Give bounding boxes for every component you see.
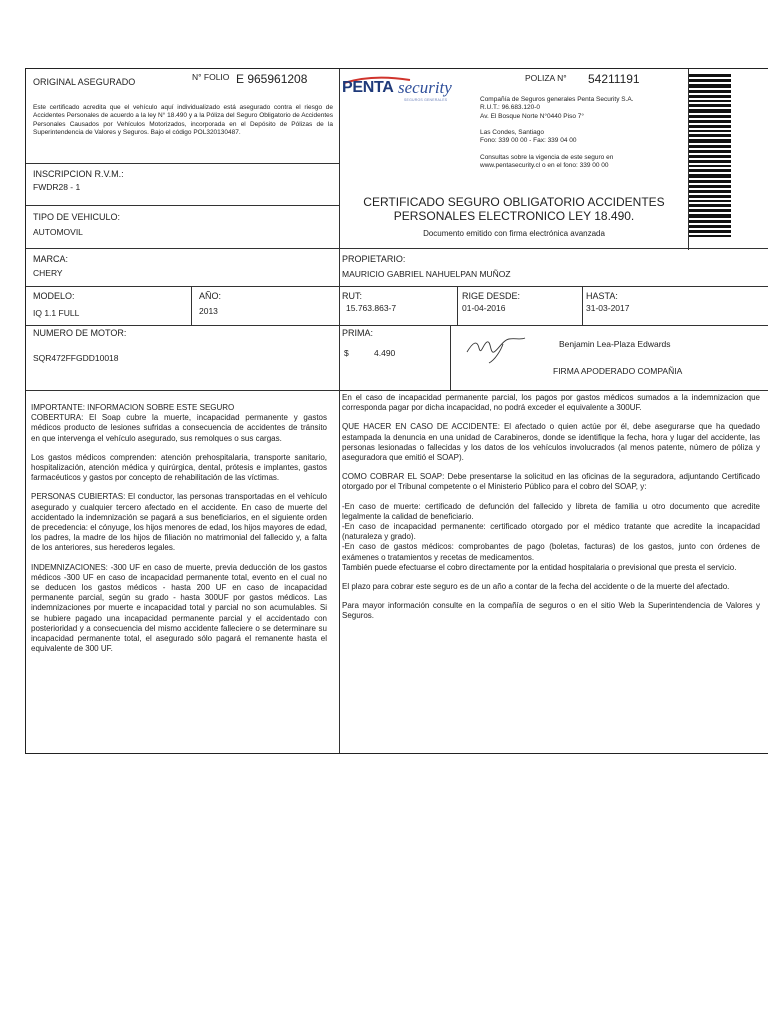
signer-title: FIRMA APODERADO COMPAÑIA [553,366,683,376]
motor-value: SQR472FFGDD10018 [33,353,119,363]
info-paragraph: -En caso de muerte: certificado de defunción del fallecido y libreta de familia u otro documento que acredite legalmente la calidad de beneficiario. -En caso de incapacidad permanente: certificado otorgado por el médico tratante que acredite la incapacidad (naturaleza y grado). -En caso de gastos médicos: comprobantes de pago (boletas, facturas) de los gastos, junto con órdenes de exámenes o tratamientos y recetas de medicamentos. También puede efectuarse el cobro directamente por la entidad hospitalaria o previsional que presta el servicio. [342,501,760,572]
marca-label: MARCA: [33,254,69,264]
divider [582,286,583,325]
company-line: www.pentasecurity.cl o en el fono: 339 00 00 [480,162,609,170]
info-right-column [342,393,760,631]
info-paragraph: El plazo para cobrar este seguro es de un año a contar de la fecha del accidente o de la muerte del afectado. [342,582,730,592]
penta-security-logo [342,76,472,106]
info-paragraph: QUE HACER EN CASO DE ACCIDENTE: El afectado o quien actúe por él, debe asegurarse que ha quedado estampada la denuncia en una unidad de Carabineros, donde se identifique la fecha, hora y lugar del accidente, las personas lesionadas o fallecidas y los datos de los vehículos involucrados (al menos patente, número de póliza y aseguradora que emitió el SOAP). [342,422,760,463]
rut-value: 15.763.863-7 [346,303,397,313]
divider [339,390,340,753]
info-paragraph: Los gastos médicos comprenden: atención prehospitalaria, transporte sanitario, hospitalización, atención médica y quirúrgica, dental, prótesis e implantes, gastos farmacéuticos y gastos por concepto de rehabilitación de las víctimas. [31,452,327,483]
tipo-value: AUTOMOVIL [33,227,83,237]
info-paragraph: En el caso de incapacidad permanente parcial, los pagos por gastos médicos sumados a la indemnizacion que corresponda pagar por dicha incapacidad, no podrá exceder el equivalente a 300UF. [342,393,760,413]
prima-label: PRIMA: [342,328,374,338]
rut-label: RUT: [342,291,362,301]
divider [26,390,768,391]
propietario-label: PROPIETARIO: [342,254,406,264]
rige-desde-label: RIGE DESDE: [462,291,521,301]
prima-value: 4.490 [374,348,396,358]
divider [26,325,768,326]
divider [450,325,451,390]
certificate-title-line: PERSONALES ELECTRONICO LEY 18.490. [393,209,635,223]
certificate-title-line: CERTIFICADO SEGURO OBLIGATORIO ACCIDENTES [363,195,665,209]
info-paragraph: INDEMNIZACIONES: -300 UF en caso de muerte, previa deducción de los gastos médicos -300 UF en caso de incapacidad permanente total, evento en el cual no se deducen los gastos médicos - hasta 200 UF en caso de incapacidad permanente parcial, según su grado - hasta 300UF por gastos médicos. Las indemnizaciones por muerte e incapacidad total y parcial no son acumulables. Si se hubiere pagado una incapacidad permanente parcial y el accidentado con posterioridad y a consecuencia del mismo accidente falleciere o se determinare su incapacidad permanente total, el asegurado sólo pagará el remanente hasta el equivalente de 300 UF. [31,562,327,654]
divider [26,205,339,206]
anio-value: 2013 [199,306,218,316]
marca-value: CHERY [33,268,63,278]
divider [26,286,768,287]
rige-desde-value: 01-04-2016 [462,303,506,313]
divider [26,163,339,164]
info-paragraph: Para mayor información consulte en la compañía de seguros o en el sitio Web la Superintendencia de Valores y Seguros. [342,601,760,621]
inscripcion-label: INSCRIPCION R.V.M.: [33,169,124,179]
hasta-value: 31-03-2017 [586,303,630,313]
prima-currency: $ [344,348,349,358]
company-line: Fono: 339 00 00 - Fax: 339 04 00 [480,137,577,145]
company-line: Compañía de Seguros generales Penta Security S.A. [480,96,634,103]
modelo-label: MODELO: [33,291,75,301]
info-paragraph: COMO COBRAR EL SOAP: Debe presentarse la solicitud en las oficinas de la seguradora, adjuntando Certificado otorgado por el Tribunal competente o el Ministerio Público para el cobro del SOAP, y: [342,472,760,492]
company-line: Av. El Bosque Norte N°0440 Piso 7° [480,112,584,120]
info-left-column [31,403,327,663]
signer-name: Benjamin Lea-Plaza Edwards [559,339,671,349]
company-line: Las Condes, Santiago [480,129,544,137]
hasta-label: HASTA: [586,291,618,301]
poliza-number: 54211191 [588,72,640,86]
divider [191,286,192,325]
original-label: ORIGINAL ASEGURADO [33,77,136,87]
folio-number: E 965961208 [236,72,308,86]
logo-security-text: security [398,78,452,97]
certificate-subtitle: Documento emitido con firma electrónica avanzada [423,229,605,238]
divider [26,248,768,249]
handwritten-signature [463,330,541,364]
intro-text: Este certificado acredita que el vehículo aquí individualizado está asegurado contra el riesgo de Accidentes Personales de acuerdo a la ley N° 18.490 y a la Póliza del Seguro Obligatorio de Accidentes Personales Causados por Vehículos Motorizados, incorporada en el Depósito de Pólizas de la Superintendencia de Valores y Seguros. Bajo el código POL320130487. [33,104,333,136]
folio-label: N° FOLIO [192,72,230,82]
certificate-document [25,68,768,754]
propietario-value: MAURICIO GABRIEL NAHUELPAN MUÑOZ [342,269,511,279]
barcode [689,74,731,242]
logo-subtitle: SEGUROS GENERALES [404,98,448,102]
tipo-label: TIPO DE VEHICULO: [33,212,121,222]
company-line: Consultas sobre la vigencia de este seguro en [480,154,614,162]
company-line [480,146,634,154]
anio-label: AÑO: [199,291,222,301]
modelo-value: IQ 1.1 FULL [33,308,80,318]
inscripcion-value: FWDR28 - 1 [33,182,81,192]
company-line: R.U.T.: 96.683.120-0 [480,104,540,112]
poliza-label: POLIZA N° [525,73,567,83]
certificate-title [344,195,684,223]
logo-penta-text: PENTA [342,79,394,96]
divider [457,286,458,325]
info-paragraph: PERSONAS CUBIERTAS: El conductor, las personas transportadas en el vehículo asegurado y cualquier tercero afectado en el accidente. En caso de muerte del accidentado la indemnización se pagará a sus beneficiarios, en el siguiente orden de precedencia: el cónyuge, los hijos menores de edad, los hijos mayores de edad, los padres, la madre de los hijos de filiación no matrimonial del fallecido y, a falta de los anteriores, sus herederos legales. [31,492,327,553]
motor-label: NUMERO DE MOTOR: [33,328,127,338]
info-paragraph: IMPORTANTE: INFORMACION SOBRE ESTE SEGURO COBERTURA: El Soap cubre la muerte, incapacidad permanente y gastos médicos producto de lesiones sufridas a consecuencia de accidentes de tránsito en que intervenga el vehículo asegurado, sus remolques o sus cargas. [31,403,327,443]
company-line [480,121,634,129]
divider [339,69,340,390]
company-info [480,96,634,171]
